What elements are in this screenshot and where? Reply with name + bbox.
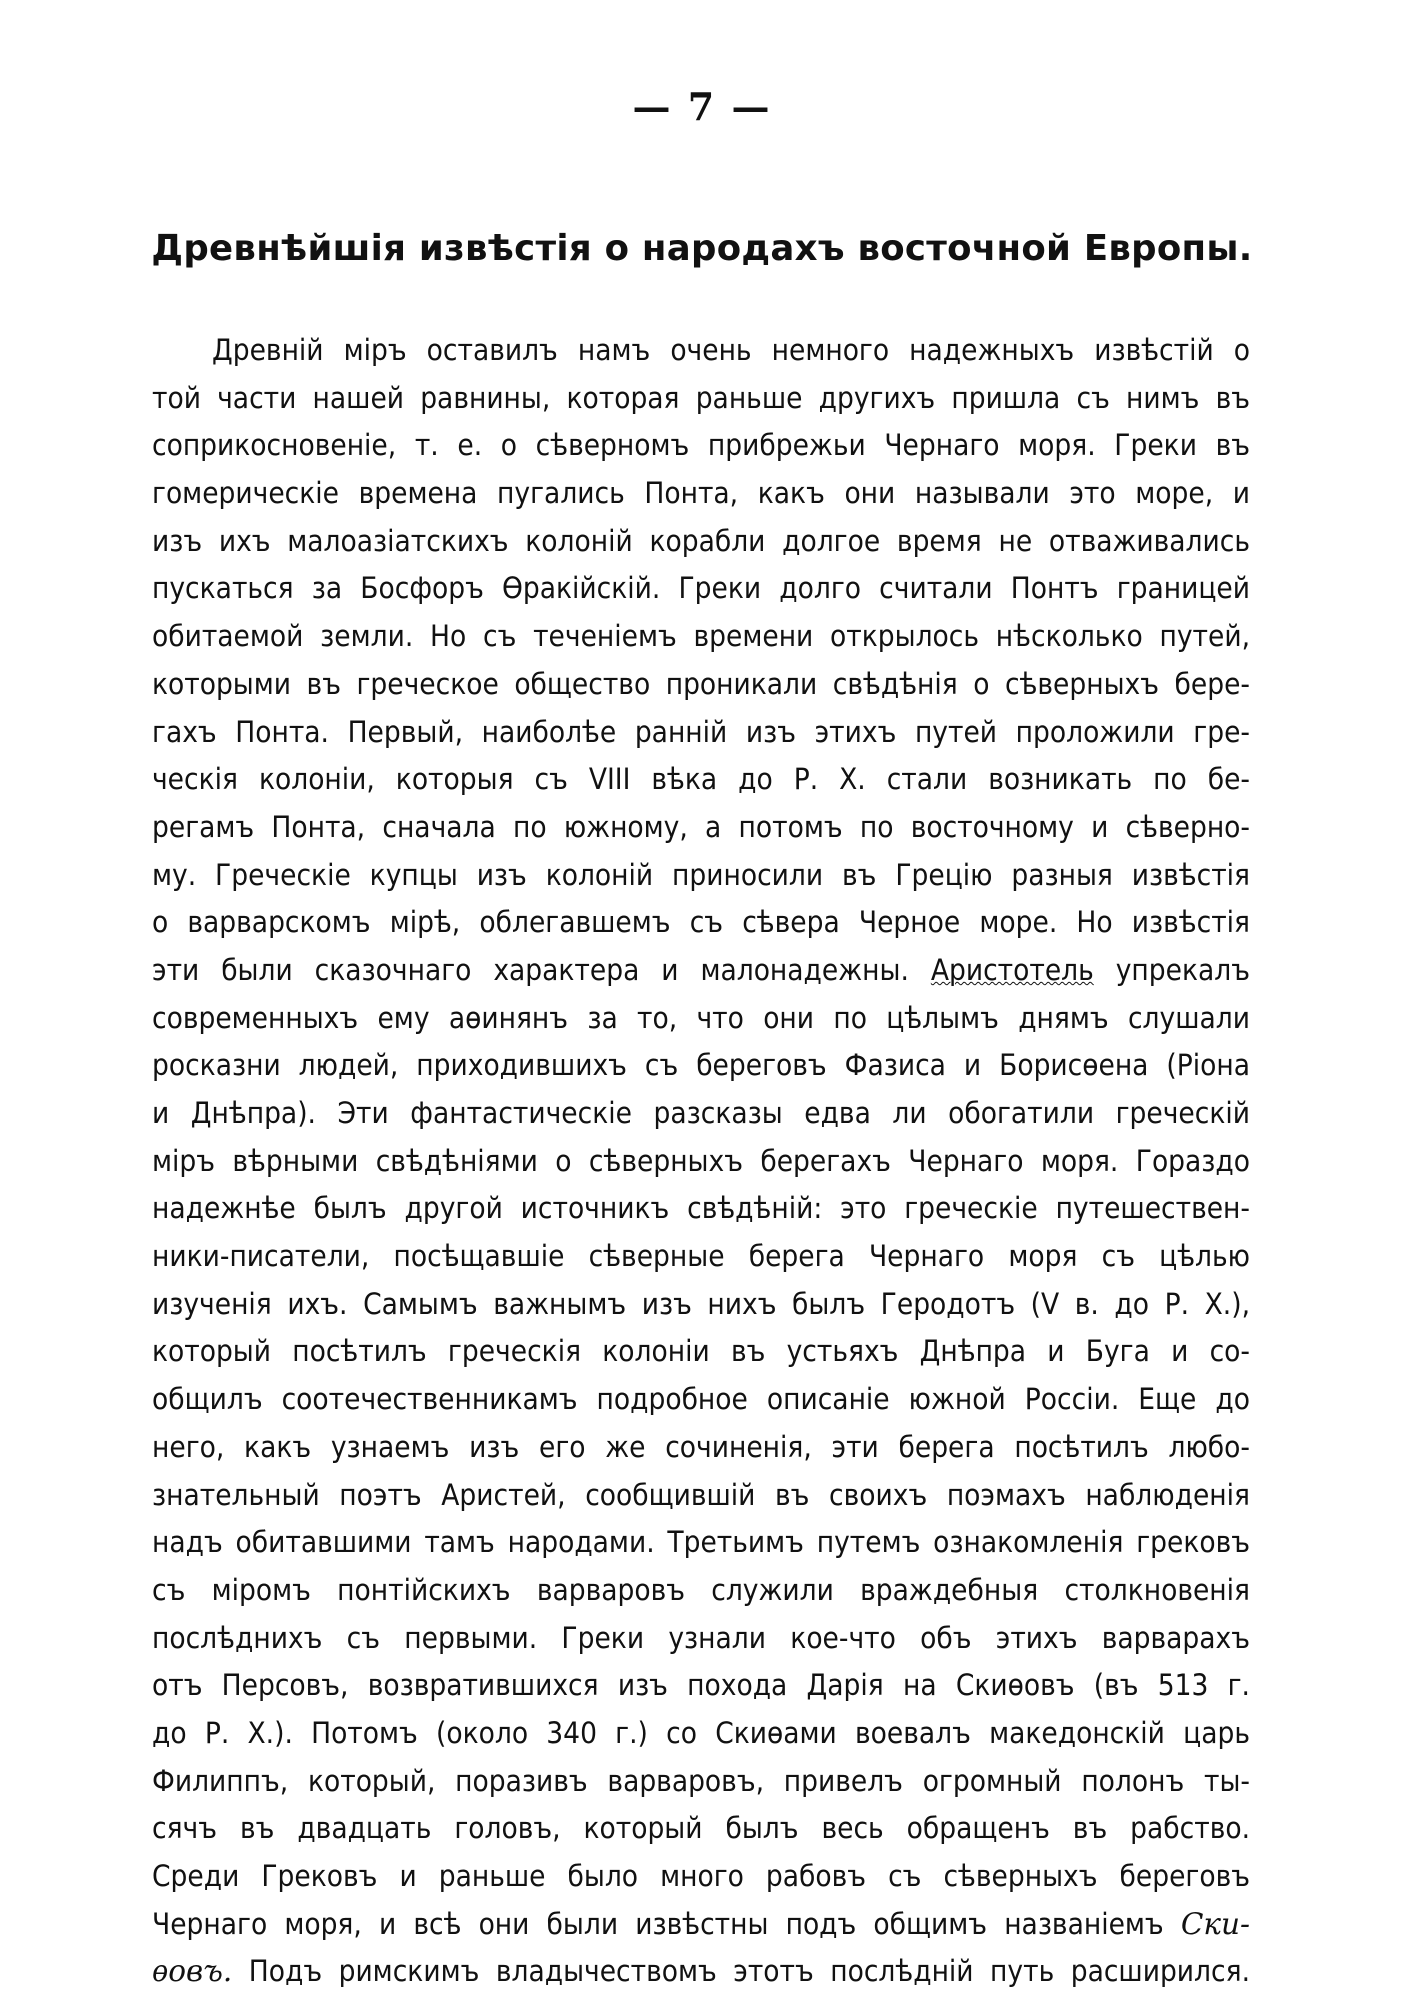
text-line: изученія ихъ. Самымъ важнымъ изъ нихъ былъ Геродотъ (V в. до Р. Х.), [152,1286,1250,1321]
text-line: ники-писатели, посѣщавшіе сѣверные берега Чернаго моря съ цѣлью [152,1239,1250,1274]
text-line: регамъ Понта, сначала по южному, а потомъ по восточному и сѣверно- [152,809,1250,844]
italic-term: Ски- [1180,1906,1250,1941]
text-line: о варварскомъ мірѣ, облегавшемъ съ сѣвера Черное море. Но извѣстія [152,905,1250,940]
italic-term: ѳовъ. [152,1954,233,1989]
text-line: му. Греческіе купцы изъ колоній приносили въ Грецію разныя извѣстія [152,857,1250,892]
text-line: надежнѣе былъ другой источникъ свѣдѣній: это греческіе путешествен- [152,1191,1250,1226]
text-line: гахъ Понта. Первый, наиболѣе ранній изъ этихъ путей проложили гре- [152,714,1250,749]
text-line: общилъ соотечественникамъ подробное описаніе южной Россіи. Еще до [152,1382,1250,1417]
article-body [152,327,1250,1996]
text-line: соприкосновеніе, т. е. о сѣверномъ прибрежьи Чернаго моря. Греки въ [152,428,1250,463]
text-line: до Р. Х.). Потомъ (около 340 г.) со Скиѳами воевалъ македонскій царь [152,1715,1250,1750]
text-line: съ міромъ понтійскихъ варваровъ служили враждебныя столкновенія [152,1572,1250,1607]
text-line: обитаемой земли. Но съ теченіемъ времени открылось нѣсколько путей, [152,619,1250,654]
text-line: знательный поэтъ Аристей, сообщившій въ своихъ поэмахъ наблюденія [152,1477,1250,1512]
text-line: изъ ихъ малоазіатскихъ колоній корабли долгое время не отваживались [152,523,1250,558]
text-segment: упрекалъ [1115,952,1250,987]
text-line: современныхъ ему аѳинянъ за то, что они по цѣлымъ днямъ слушали [152,1000,1250,1035]
text-line: надъ обитавшими тамъ народами. Третьимъ путемъ ознакомленія грековъ [152,1525,1250,1560]
text-line [152,1901,1250,1949]
article-title: Древнѣйшія извѣстія о народахъ восточной Европы. [151,228,1253,269]
text-line: росказни людей, приходившихъ съ береговъ Фазиса и Борисѳена (Ріона [152,1048,1250,1083]
text-line: и Днѣпра). Эти фантастическіе разсказы едва ли обогатили греческій [152,1096,1250,1130]
text-line: него, какъ узнаемъ изъ его же сочиненія, эти берега посѣтилъ любо- [152,1429,1250,1464]
text-line: гомерическіе времена пугались Понта, какъ они называли это море, и [152,476,1250,511]
text-line: сячъ въ двадцать головъ, который былъ весь обращенъ въ рабство. [152,1811,1250,1846]
underlined-word: Аристотель [930,952,1094,987]
text-line: которыми въ греческое общество проникали свѣдѣнія о сѣверныхъ бере- [152,666,1250,701]
text-line: той части нашей равнины, которая раньше другихъ пришла съ нимъ въ [152,380,1250,415]
text-segment: Подъ римскимъ владычествомъ этотъ послѣдній путь расширился. [248,1954,1250,1989]
text-line: Древній міръ оставилъ намъ очень немного надежныхъ извѣстій о [212,333,1250,367]
text-line: міръ вѣрными свѣдѣніями о сѣверныхъ берегахъ Чернаго моря. Гораздо [152,1143,1250,1178]
page-number: — 7 — [632,84,772,129]
text-line [152,947,1250,995]
text-line [152,1948,1250,1996]
text-line: послѣднихъ съ первыми. Греки узнали кое-что объ этихъ варварахъ [152,1620,1250,1655]
text-line: ческія колоніи, которыя съ VIII вѣка до Р. Х. стали возникать по бе- [152,762,1250,797]
text-segment: эти были сказочнаго характера и малонадежны. [152,952,909,987]
text-line: отъ Персовъ, возвратившихся изъ похода Дарія на Скиѳовъ (въ 513 г. [152,1668,1250,1703]
text-line: Филиппъ, который, поразивъ варваровъ, привелъ огромный полонъ ты- [152,1763,1250,1798]
text-segment: Чернаго моря, и всѣ они были извѣстны подъ общимъ названіемъ [152,1906,1164,1941]
text-line: Среди Грековъ и раньше было много рабовъ съ сѣверныхъ береговъ [152,1859,1250,1893]
text-line: который посѣтилъ греческія колоніи въ устьяхъ Днѣпра и Буга и со- [152,1334,1250,1369]
text-line: пускаться за Босфоръ Ѳракійскій. Греки долго считали Понтъ границей [152,571,1250,606]
